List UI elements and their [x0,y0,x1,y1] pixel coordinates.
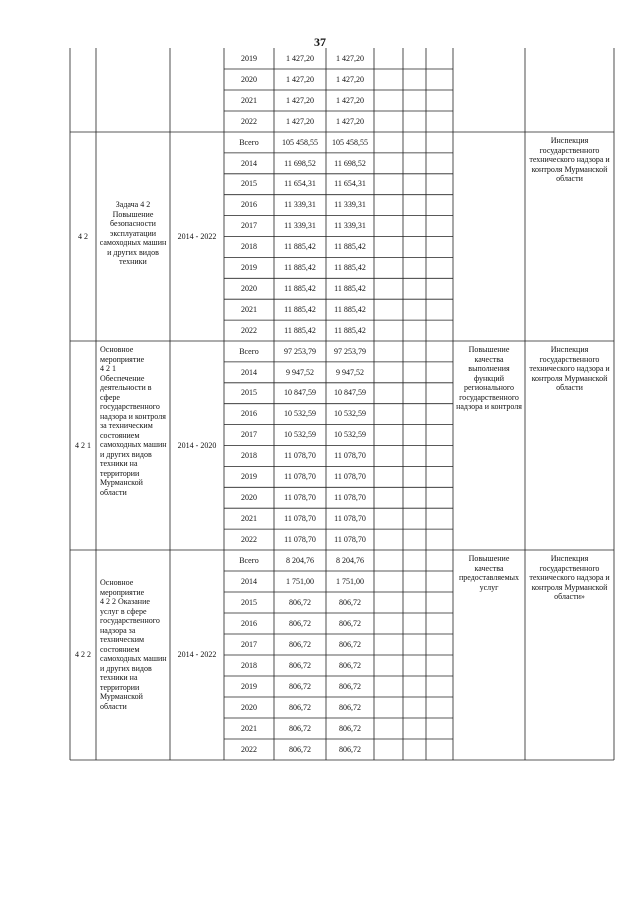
row-total-text: 11 078,70 [284,451,316,461]
row-budget [326,90,374,111]
row-total-text: 806,72 [289,744,311,754]
row-budget-text: 11 078,70 [334,513,366,523]
row-total [274,111,326,132]
row-budget [326,634,374,655]
row-total-text: 11 885,42 [284,325,316,335]
row-budget-text: 105 458,55 [332,137,368,147]
row-year [224,278,274,299]
row-year-text: 2014 [241,158,257,168]
task-result: Повышение качества предоставляемых услуг [458,554,520,592]
task-period-text: 2014 - 2022 [177,231,217,241]
row-year-text: 2020 [241,492,257,502]
task-code-text: 4 2 1 [75,440,91,450]
row-total [274,257,326,278]
row-year-text: 2022 [241,325,257,335]
row-year [224,174,274,195]
task-executor [527,52,612,132]
row-total [274,237,326,258]
row-budget-text: 806,72 [339,681,361,691]
row-total-text: 10 847,59 [284,388,316,398]
row-budget [326,111,374,132]
row-total [274,320,326,341]
row-budget [326,655,374,676]
task-executor: Инспекция государственного технического надзора и контроля Мурманской области» [529,554,610,601]
row-budget-text: 11 339,31 [334,200,366,210]
task-executor: Инспекция государственного технического надзора и контроля Мурманской области [529,136,610,183]
row-year [224,425,274,446]
row-budget [326,508,374,529]
row-year-text: 2015 [241,179,257,189]
row-total [274,508,326,529]
row-year [224,299,274,320]
task-code [70,48,96,132]
row-year-text: 2015 [241,597,257,607]
row-budget-text: 11 885,42 [334,304,366,314]
row-total-text: 806,72 [289,702,311,712]
row-budget-text: 11 339,31 [334,221,366,231]
row-budget-text: 806,72 [339,597,361,607]
row-budget-text: 11 698,52 [334,158,366,168]
row-budget-text: 806,72 [339,744,361,754]
row-year [224,48,274,69]
row-year [224,487,274,508]
row-year-text: 2016 [241,409,257,419]
row-total [274,341,326,362]
row-year [224,216,274,237]
row-budget [326,571,374,592]
row-budget-text: 1 751,00 [336,576,364,586]
row-total [274,132,326,153]
row-budget [326,446,374,467]
row-year-text: 2018 [241,660,257,670]
task-period [170,341,224,550]
row-budget [326,487,374,508]
row-total-text: 11 885,42 [284,242,316,252]
row-year [224,341,274,362]
task-result [455,52,523,132]
row-budget-text: 806,72 [339,723,361,733]
row-budget [326,69,374,90]
row-year-text: 2017 [241,430,257,440]
row-year [224,257,274,278]
row-total-text: 806,72 [289,618,311,628]
row-total [274,697,326,718]
row-year-text: 2018 [241,451,257,461]
row-budget [326,257,374,278]
row-total-text: 806,72 [289,639,311,649]
row-year [224,466,274,487]
row-year [224,362,274,383]
row-total-text: 806,72 [289,660,311,670]
row-budget [326,278,374,299]
row-budget-text: 1 427,20 [336,116,364,126]
task-period-text: 2014 - 2022 [177,650,217,660]
row-total [274,529,326,550]
row-year-text: 2021 [241,513,257,523]
row-year-text: 2016 [241,200,257,210]
row-year [224,655,274,676]
row-year [224,111,274,132]
task-name [97,52,169,132]
row-total-text: 97 253,79 [284,346,316,356]
row-year-text: 2022 [241,534,257,544]
task-name: Задача 4 2 Повышение безопасности эксплуатации самоходных машин и других видов техники [99,200,167,266]
row-year [224,69,274,90]
row-total [274,487,326,508]
row-year [224,383,274,404]
row-year [224,550,274,571]
row-total-text: 11 885,42 [284,263,316,273]
row-year-text: Всего [239,137,259,147]
row-total [274,592,326,613]
row-budget-text: 11 885,42 [334,263,366,273]
row-total [274,613,326,634]
row-total-text: 11 078,70 [284,472,316,482]
task-result: Повышение качества выполнения функций регионального государственного надзора и контроля [456,345,522,411]
row-budget-text: 806,72 [339,702,361,712]
row-total [274,383,326,404]
row-year-text: 2019 [241,681,257,691]
row-budget [326,341,374,362]
row-budget-text: 9 947,52 [336,367,364,377]
page-number: 37 [314,35,326,49]
row-budget-text: 10 532,59 [334,430,366,440]
task-period [170,132,224,341]
row-total-text: 10 532,59 [284,430,316,440]
row-total-text: 1 751,00 [286,576,314,586]
row-year-text: Всего [239,346,259,356]
row-budget-text: 11 078,70 [334,534,366,544]
row-budget [326,739,374,760]
row-total [274,153,326,174]
row-budget [326,48,374,69]
row-year [224,404,274,425]
row-year-text: 2017 [241,221,257,231]
row-budget [326,383,374,404]
task-period [170,550,224,760]
row-budget [326,718,374,739]
row-total-text: 11 654,31 [284,179,316,189]
row-total [274,299,326,320]
row-total-text: 806,72 [289,723,311,733]
row-year [224,153,274,174]
row-budget-text: 11 078,70 [334,451,366,461]
row-total [274,362,326,383]
row-year [224,613,274,634]
row-budget [326,425,374,446]
row-year [224,508,274,529]
task-name: Основное мероприятие 4 2 2 Оказание услуг в сфере государственного надзора за техническим состоянием самоходных машин и других видов техники на территории Мурманской области [100,578,167,711]
row-budget [326,195,374,216]
row-total-text: 9 947,52 [286,367,314,377]
row-total-text: 1 427,20 [286,74,314,84]
row-year [224,718,274,739]
row-total [274,446,326,467]
row-year-text: 2021 [241,95,257,105]
row-total [274,550,326,571]
row-year-text: 2021 [241,304,257,314]
row-total-text: 8 204,76 [286,555,314,565]
row-total [274,404,326,425]
row-total-text: 11 885,42 [284,304,316,314]
row-year-text: 2017 [241,639,257,649]
row-budget-text: 11 885,42 [334,325,366,335]
row-year-text: 2014 [241,367,257,377]
row-total [274,425,326,446]
row-total [274,174,326,195]
row-total [274,676,326,697]
row-budget-text: 1 427,20 [336,95,364,105]
row-total-text: 10 532,59 [284,409,316,419]
row-year-text: 2019 [241,53,257,63]
row-budget [326,299,374,320]
row-year-text: 2016 [241,618,257,628]
row-year-text: 2022 [241,744,257,754]
row-year [224,676,274,697]
row-budget [326,697,374,718]
row-budget [326,362,374,383]
row-total-text: 11 078,70 [284,513,316,523]
row-total [274,48,326,69]
row-year-text: 2014 [241,576,257,586]
row-total [274,634,326,655]
row-budget-text: 1 427,20 [336,74,364,84]
task-result [455,136,523,341]
row-year [224,634,274,655]
task-code [70,132,96,341]
row-year [224,697,274,718]
row-year-text: 2019 [241,472,257,482]
task-code [70,341,96,550]
row-budget-text: 806,72 [339,660,361,670]
row-total [274,90,326,111]
row-total [274,718,326,739]
row-year-text: Всего [239,555,259,565]
row-budget-text: 8 204,76 [336,555,364,565]
row-year [224,592,274,613]
row-total-text: 11 698,52 [284,158,316,168]
row-total-text: 1 427,20 [286,95,314,105]
row-budget [326,613,374,634]
row-budget-text: 10 847,59 [334,388,366,398]
row-year-text: 2019 [241,263,257,273]
row-total-text: 806,72 [289,681,311,691]
row-total-text: 1 427,20 [286,53,314,63]
row-budget-text: 11 885,42 [334,242,366,252]
row-year-text: 2018 [241,242,257,252]
row-budget-text: 10 532,59 [334,409,366,419]
row-year-text: 2022 [241,116,257,126]
row-total-text: 105 458,55 [282,137,318,147]
row-budget [326,550,374,571]
row-budget [326,320,374,341]
row-budget-text: 97 253,79 [334,346,366,356]
row-budget [326,404,374,425]
row-year [224,237,274,258]
row-total-text: 11 078,70 [284,492,316,502]
row-total [274,739,326,760]
row-total [274,466,326,487]
row-budget [326,132,374,153]
row-total-text: 11 078,70 [284,534,316,544]
row-year-text: 2021 [241,723,257,733]
row-year [224,571,274,592]
row-total [274,195,326,216]
row-year-text: 2015 [241,388,257,398]
row-year [224,90,274,111]
row-total-text: 11 885,42 [284,283,316,293]
row-year [224,320,274,341]
row-year-text: 2020 [241,74,257,84]
row-total [274,216,326,237]
row-budget-text: 806,72 [339,639,361,649]
row-budget-text: 1 427,20 [336,53,364,63]
row-budget [326,466,374,487]
row-budget-text: 11 654,31 [334,179,366,189]
row-total [274,655,326,676]
row-budget [326,153,374,174]
task-code-text: 4 2 2 [75,650,91,660]
row-budget-text: 11 078,70 [334,472,366,482]
row-year [224,529,274,550]
row-year [224,195,274,216]
row-total-text: 11 339,31 [284,221,316,231]
row-budget-text: 11 885,42 [334,283,366,293]
task-period [170,48,224,132]
task-executor: Инспекция государственного технического надзора и контроля Мурманской области [529,345,610,392]
row-year [224,739,274,760]
row-year [224,446,274,467]
row-total [274,571,326,592]
task-name: Основное мероприятие 4 2 1 Обеспечение деятельности в сфере государственного надзора и контроля за техническим состоянием самоходных машин и других видов техники на территории Мурманской области [100,345,167,497]
row-budget [326,216,374,237]
row-total [274,278,326,299]
row-year [224,132,274,153]
row-budget [326,529,374,550]
task-code-text: 4 2 [78,231,88,241]
row-total-text: 806,72 [289,597,311,607]
row-budget [326,676,374,697]
row-budget [326,174,374,195]
task-code [70,550,96,760]
task-period-text: 2014 - 2020 [177,440,217,450]
row-budget-text: 806,72 [339,618,361,628]
row-total-text: 11 339,31 [284,200,316,210]
row-year-text: 2020 [241,702,257,712]
row-total-text: 1 427,20 [286,116,314,126]
row-total [274,69,326,90]
row-budget [326,237,374,258]
row-budget-text: 11 078,70 [334,492,366,502]
row-year-text: 2020 [241,283,257,293]
row-budget [326,592,374,613]
